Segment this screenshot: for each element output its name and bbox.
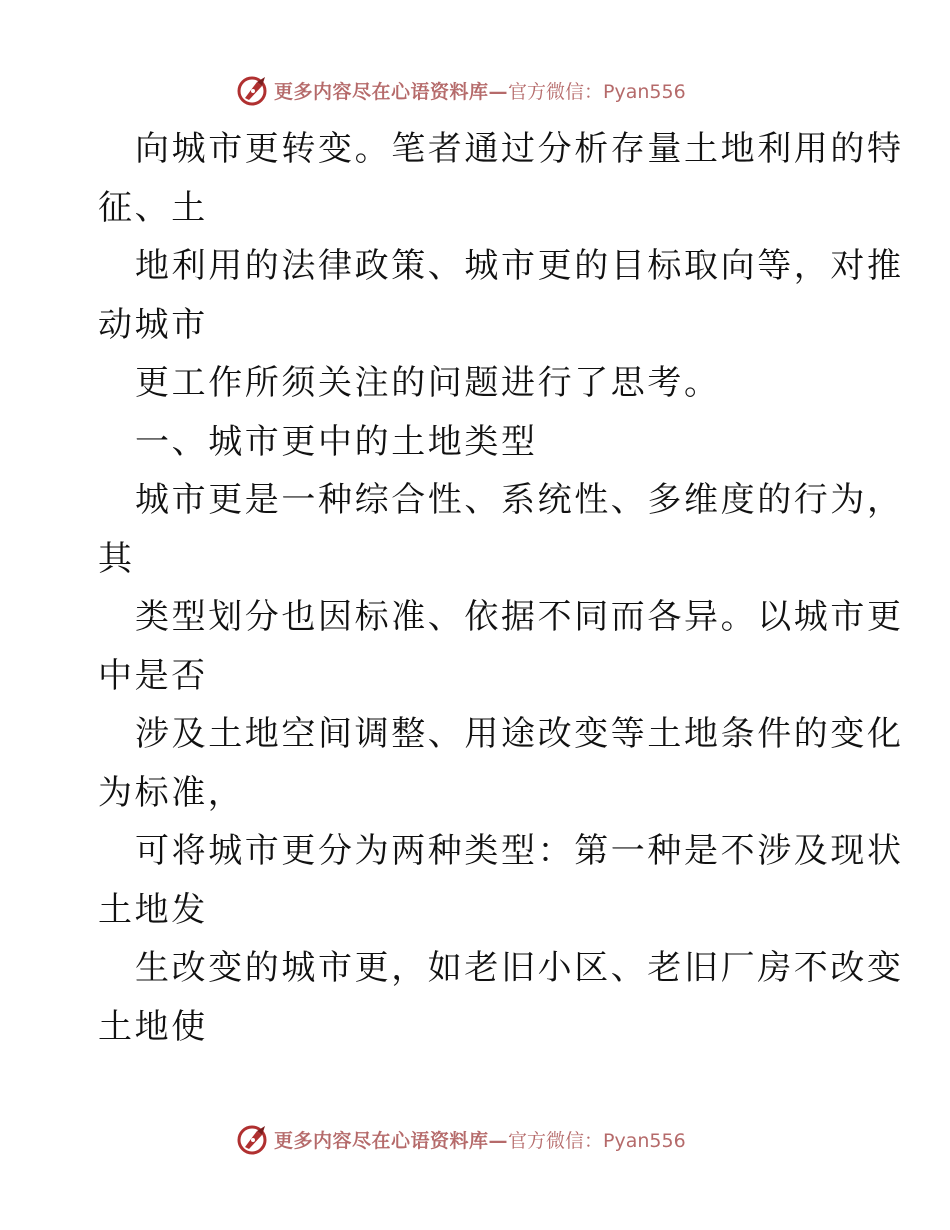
banner-promo-text: 更多内容尽在心语资料库— [274, 80, 509, 103]
text-line: 可将城市更分为两种类型：第一种是不涉及现状 [135, 831, 904, 871]
text-line: 向城市更转变。笔者通过分析存量土地利用的特 [135, 129, 904, 169]
banner-contact-text: 官方微信：Pyan556 [508, 80, 686, 103]
text-line: 征、土 [98, 187, 208, 228]
text-line: 更工作所须关注的问题进行了思考。 [135, 363, 721, 403]
pen-nib-logo-icon [236, 1122, 270, 1156]
text-line: 为标准， [98, 772, 245, 813]
section-heading: 一、城市更中的土地类型 [135, 421, 538, 462]
text-line: 涉及土地空间调整、用途改变等土地条件的变化 [135, 714, 904, 754]
pen-nib-logo-icon [236, 73, 270, 107]
text-line: 地利用的法律政策、城市更的目标取向等，对推 [135, 246, 904, 286]
banner-promo-text: 更多内容尽在心语资料库— [274, 1129, 509, 1152]
footer-banner [236, 1121, 686, 1157]
text-line: 类型划分也因标准、依据不同而各异。以城市更 [135, 597, 904, 637]
text-line: 其 [98, 538, 135, 579]
text-line: 生改变的城市更，如老旧小区、老旧厂房不改变 [135, 948, 904, 988]
banner-contact-text: 官方微信：Pyan556 [508, 1129, 686, 1152]
document-body [98, 120, 904, 1056]
header-banner [236, 72, 686, 108]
text-line: 土地发 [98, 889, 208, 930]
text-line: 土地使 [98, 1006, 208, 1047]
text-line: 城市更是一种综合性、系统性、多维度的行为， [135, 480, 904, 520]
text-line: 动城市 [98, 304, 208, 345]
text-line: 中是否 [98, 655, 208, 696]
